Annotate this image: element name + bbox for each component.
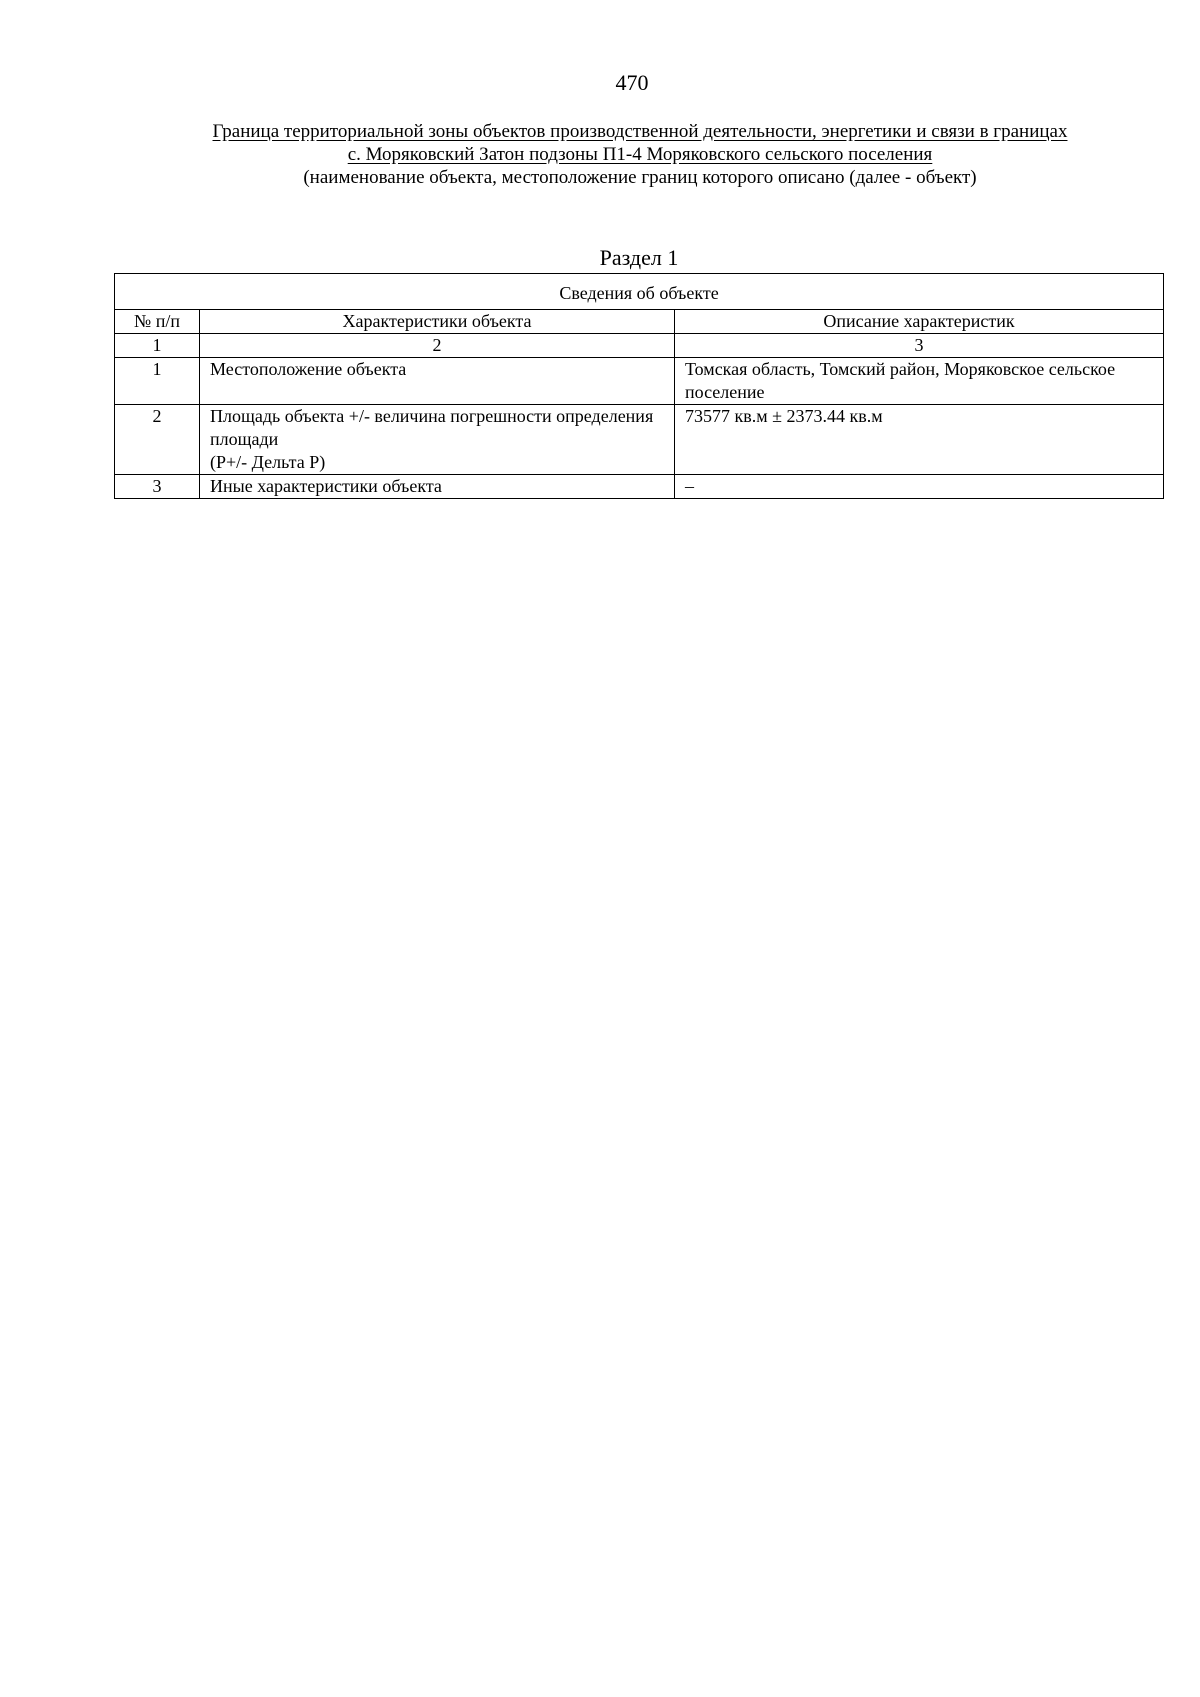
header-characteristic: Характеристики объекта: [200, 310, 675, 334]
table-caption: Сведения об объекте: [115, 274, 1164, 310]
column-number-1: 1: [115, 334, 200, 358]
object-title-caption: (наименование объекта, местоположение границ которого описано (далее - объект): [303, 167, 977, 188]
table-row: [115, 475, 1164, 499]
row-characteristic-text: Площадь объекта +/- величина погрешности определения площади: [210, 406, 654, 449]
page-number: 470: [615, 70, 649, 95]
table-row: [115, 358, 1164, 405]
table-caption-row: [115, 274, 1164, 310]
row-characteristic: Иные характеристики объекта: [200, 475, 675, 499]
row-num: 1: [115, 358, 200, 405]
header-num: № п/п: [115, 310, 200, 334]
table-header-row: [115, 310, 1164, 334]
table-row: [115, 405, 1164, 475]
object-title-line-2: с. Моряковский Затон подзоны П1-4 Моряковского сельского поселения: [347, 144, 933, 165]
row-description: Томская область, Томский район, Моряковское сельское поселение: [675, 358, 1164, 405]
row-description: 73577 кв.м ± 2373.44 кв.м: [675, 405, 1164, 475]
column-number-row: [115, 334, 1164, 358]
row-characteristic: [200, 405, 675, 475]
column-number-2: 2: [200, 334, 675, 358]
row-num: 2: [115, 405, 200, 475]
section-heading: Раздел 1: [599, 245, 679, 270]
object-info-table: [114, 273, 1164, 499]
row-num: 3: [115, 475, 200, 499]
document-title-block: [110, 120, 1170, 189]
row-description: –: [675, 475, 1164, 499]
column-number-3: 3: [675, 334, 1164, 358]
row-characteristic-formula: (P+/- Дельта P): [210, 452, 326, 472]
object-title-line-1: Граница территориальной зоны объектов производственной деятельности, энергетики и связи в границах: [212, 121, 1068, 142]
row-characteristic: Местоположение объекта: [200, 358, 675, 405]
header-description: Описание характеристик: [675, 310, 1164, 334]
